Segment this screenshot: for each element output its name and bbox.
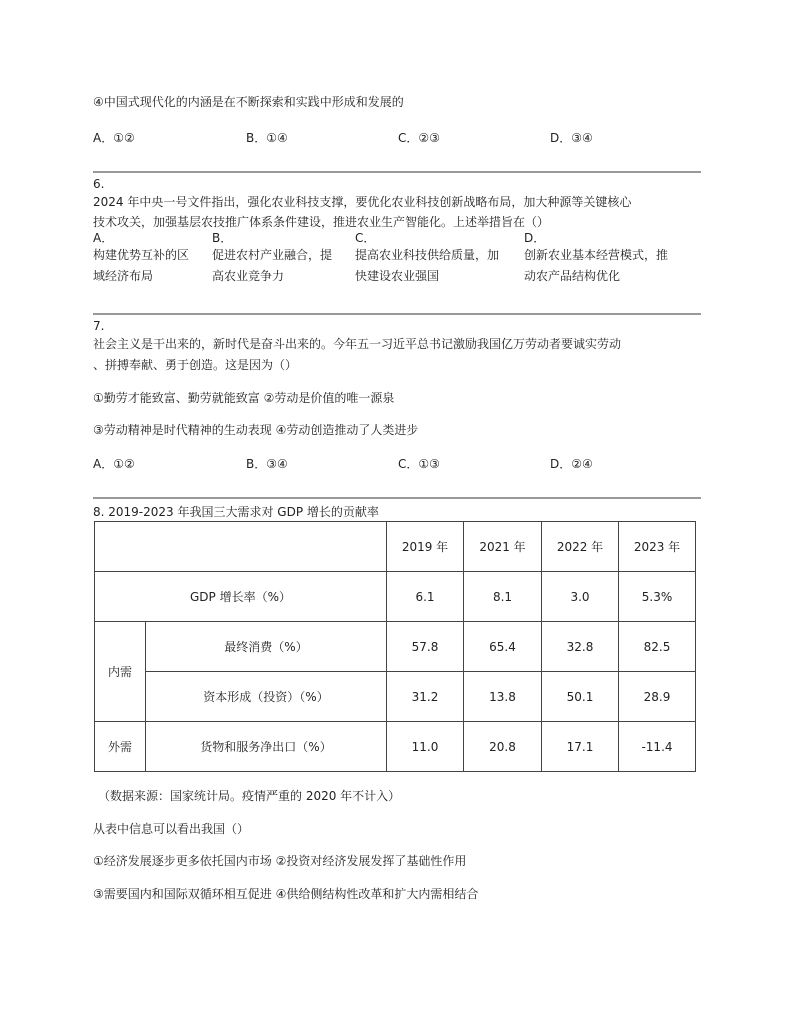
q6-option-c-line2: 快建设农业强国	[355, 269, 440, 283]
q7-option-a[interactable]: A．①②	[93, 457, 135, 471]
q6-stem-line-2: 技术攻关，加强基层农技推广体系条件建设，推进农业生产智能化。上述举措旨在（）	[93, 215, 550, 229]
table-cell: 28.9	[619, 672, 696, 722]
table-cell: 31.2	[387, 672, 464, 722]
q8-statements-line-1: ①经济发展逐步更多依托国内市场 ②投资对经济发展发挥了基础性作用	[93, 854, 467, 868]
q6-option-d-line2: 动农产品结构优化	[524, 269, 621, 283]
table-cell: -11.4	[619, 722, 696, 772]
table-cell: 6.1	[387, 572, 464, 622]
q6-option-d-line1: 创新农业基本经营模式，推	[524, 248, 669, 262]
table-header-year: 2019 年	[387, 522, 464, 572]
table-cell: 13.8	[464, 672, 542, 722]
table-cell: 50.1	[542, 672, 619, 722]
q7-statements-line-1: ①勤劳才能致富、勤劳就能致富 ②劳动是价值的唯一源泉	[93, 391, 395, 405]
table-cell: 8.1	[464, 572, 542, 622]
table-row-label-export: 货物和服务净出口（%）	[146, 722, 387, 772]
table-row-label-consumption: 最终消费（%）	[146, 622, 387, 672]
q6-option-c[interactable]	[355, 231, 500, 287]
table-header-year: 2021 年	[464, 522, 542, 572]
q7-stem-line-1: 社会主义是干出来的，新时代是奋斗出来的。今年五一习近平总书记激励我国亿万劳动者要诚实劳动	[93, 337, 622, 351]
q7-option-d[interactable]: D．②④	[550, 457, 593, 471]
q6-option-b[interactable]	[212, 231, 337, 287]
table-corner-cell	[95, 522, 387, 572]
q8-statements-line-2: ③需要国内和国际双循环相互促进 ④供给侧结构性改革和扩大内需相结合	[93, 887, 479, 901]
q6-option-c-letter: C．	[355, 231, 376, 245]
table-cell: 65.4	[464, 622, 542, 672]
table-group-external: 外需	[95, 722, 146, 772]
q7-stem-line-2: 、拼搏奉献、勇于创造。这是因为（）	[93, 358, 298, 372]
q5-option-c[interactable]: C．②③	[398, 131, 440, 145]
separator	[93, 313, 701, 315]
q6-option-b-letter: B．	[212, 231, 233, 245]
table-cell: 3.0	[542, 572, 619, 622]
q5-statement-4: ④中国式现代化的内涵是在不断探索和实践中形成和发展的	[93, 95, 404, 109]
q6-number: 6.	[93, 177, 105, 191]
q6-option-b-line1: 促进农村产业融合，提	[212, 248, 333, 262]
q6-option-a[interactable]	[93, 231, 218, 287]
table-group-domestic: 内需	[95, 622, 146, 722]
q7-statements-line-2: ③劳动精神是时代精神的生动表现 ④劳动创造推动了人类进步	[93, 423, 419, 437]
q6-option-a-line2: 域经济布局	[93, 269, 154, 283]
table-cell: 5.3%	[619, 572, 696, 622]
table-cell: 82.5	[619, 622, 696, 672]
table-row-label-capital: 资本形成（投资）（%）	[146, 672, 387, 722]
q8-question: 从表中信息可以看出我国（）	[93, 822, 250, 836]
q6-option-c-line1: 提高农业科技供给质量，加	[355, 248, 500, 262]
q5-option-d[interactable]: D．③④	[550, 131, 593, 145]
separator	[93, 497, 701, 499]
q5-option-b[interactable]: B．①④	[246, 131, 288, 145]
q6-option-b-line2: 高农业竞争力	[212, 269, 285, 283]
q8-title: 8. 2019-2023 年我国三大需求对 GDP 增长的贡献率	[93, 505, 379, 519]
table-cell: 17.1	[542, 722, 619, 772]
table-row-label-gdp: GDP 增长率（%）	[95, 572, 387, 622]
q7-option-c[interactable]: C．①③	[398, 457, 440, 471]
table-cell: 57.8	[387, 622, 464, 672]
table-header-year: 2023 年	[619, 522, 696, 572]
separator	[93, 171, 701, 173]
q7-number: 7.	[93, 319, 105, 333]
table-cell: 20.8	[464, 722, 542, 772]
q6-option-d-letter: D．	[524, 231, 546, 245]
table-cell: 11.0	[387, 722, 464, 772]
contribution-table	[94, 521, 696, 772]
q8-source-note: （数据来源：国家统计局。疫情严重的 2020 年不计入）	[98, 789, 401, 803]
q6-option-d[interactable]	[524, 231, 669, 287]
q7-option-b[interactable]: B．③④	[246, 457, 288, 471]
q6-stem-line-1: 2024 年中央一号文件指出，强化农业科技支撑，要优化农业科技创新战略布局，加大种源等关键核心	[93, 195, 632, 209]
q6-option-a-line1: 构建优势互补的区	[93, 248, 190, 262]
table-header-year: 2022 年	[542, 522, 619, 572]
q5-option-a[interactable]: A．①②	[93, 131, 135, 145]
q6-option-a-letter: A．	[93, 231, 114, 245]
table-cell: 32.8	[542, 622, 619, 672]
